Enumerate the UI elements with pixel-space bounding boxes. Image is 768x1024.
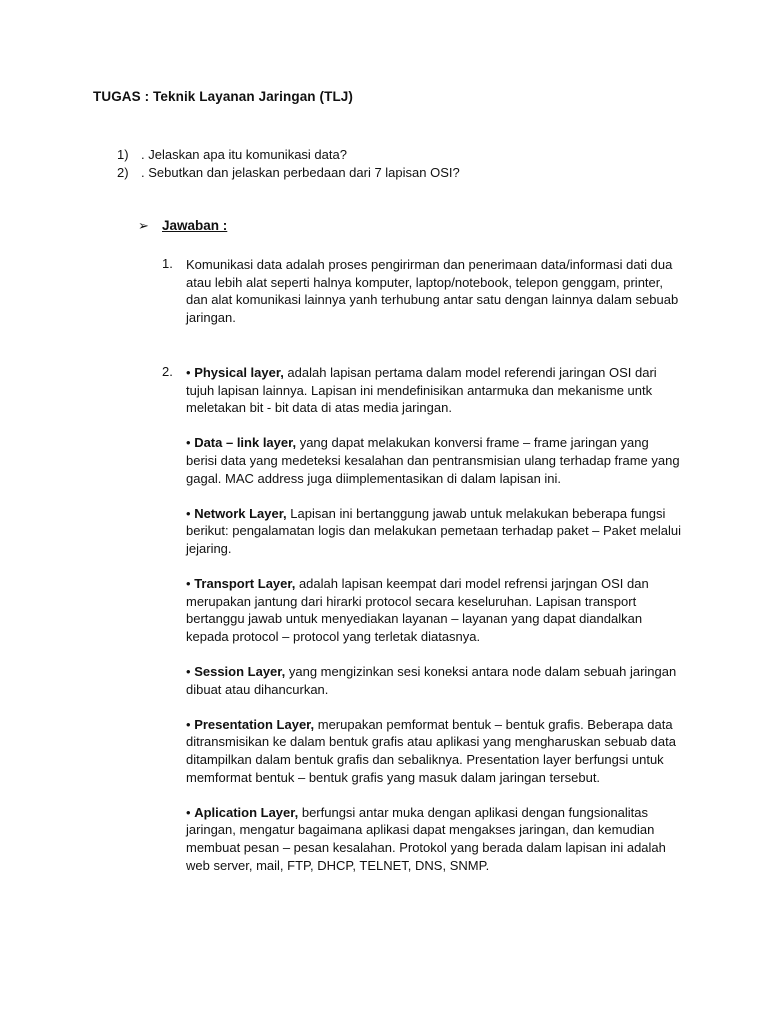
osi-layer-paragraph <box>186 575 682 645</box>
question-text: . Sebutkan dan jelaskan perbedaan dari 7 lapisan OSI? <box>141 165 460 180</box>
osi-layer-paragraph <box>186 434 682 487</box>
answer-number: 2. <box>162 364 173 379</box>
answer-heading <box>138 218 227 234</box>
layer-name: Transport Layer, <box>194 576 296 592</box>
answer-item <box>162 256 682 344</box>
layer-description: yang dapat melakukan konversi frame – frame jaringan yang berisi data yang medeteksi kesalahan dan pentransmisian ulang terhadap frame yang gagal. MAC address juga diimplementasikan di dalam lapisan ini. <box>186 435 680 486</box>
layer-name: Data – link layer, <box>194 435 297 451</box>
bullet-icon: • <box>186 804 191 820</box>
osi-layer-list <box>186 364 682 874</box>
layer-description: merupakan pemformat bentuk – bentuk grafis. Beberapa data ditransmisikan ke dalam bentuk grafis atau aplikasi yang mengharuskan sebuab data ditampilkan dalam bentuk grafis dan sebaliknya. Presentation layer berfungsi untuk memformat bentuk – bentuk grafis yang masuk dalam jaringan tersebut. <box>186 716 676 785</box>
layer-name: Presentation Layer, <box>194 716 315 732</box>
bullet-icon: • <box>186 435 191 451</box>
question-text: . Jelaskan apa itu komunikasi data? <box>141 147 347 162</box>
answer-item <box>162 364 682 892</box>
layer-name: Physical layer, <box>194 365 284 380</box>
bullet-icon: • <box>186 716 191 732</box>
osi-layer-paragraph <box>186 505 682 558</box>
osi-layer-paragraph <box>186 663 682 698</box>
question-item <box>117 165 460 180</box>
layer-name: Aplication Layer, <box>194 804 299 820</box>
question-number: 2) <box>117 165 129 180</box>
answer-number: 1. <box>162 256 173 271</box>
osi-layer-paragraph <box>186 716 682 786</box>
question-item <box>117 147 347 162</box>
question-number: 1) <box>117 147 129 162</box>
layer-description: Lapisan ini bertanggung jawab untuk melakukan beberapa fungsi berikut: pengalamatan logis dan melakukan pemetaan terhadap paket – Paket melalui jejaring. <box>186 505 682 556</box>
bullet-icon: • <box>186 505 191 521</box>
bullet-icon: • <box>186 576 191 592</box>
answer-text: Komunikasi data adalah proses pengirirman dan penerimaan data/informasi dati dua atau lebih alat seperti halnya komputer, laptop/notebook, telepon genggam, printer, dan alat komunikasi lainnya yanh terhubung antar satu dengan lainnya dalam sebuab jaringan. <box>186 257 679 325</box>
layer-description: berfungsi antar muka dengan aplikasi dengan fungsionalitas jaringan, mengatur bagaimana aplikasi dapat mengakses jaringan, dan kemudian membuat pesan – pesan kesalahan. Protokol yang berada dalam lapisan ini adalah web server, mail, FTP, DHCP, TELNET, DNS, SNMP. <box>186 804 666 873</box>
layer-description: adalah lapisan pertama dalam model referendi jaringan OSI dari tujuh lapisan lainnya. Lapisan ini mendefinisikan antarmuka dan mekanisme untk meletakan bit - bit data di atas media jaringan. <box>186 365 657 416</box>
bullet-icon: • <box>186 664 191 680</box>
osi-layer-paragraph <box>186 364 682 417</box>
layer-name: Session Layer, <box>194 664 286 680</box>
layer-name: Network Layer, <box>194 505 287 521</box>
bullet-icon: • <box>186 365 191 380</box>
layer-description: adalah lapisan keempat dari model refrensi jarjngan OSI dan merupakan jantung dari hirarki protocol secara keseluruhan. Lapisan transport bertanggu jawab untuk menyediakan layanan – layanan yang dapat diandalkan kepada protocol – protocol yang terletak diatasnya. <box>186 576 649 644</box>
answer-heading-label: Jawaban : <box>162 218 228 233</box>
layer-description: yang mengizinkan sesi koneksi antara node dalam sebuah jaringan dibuat atau dihancurkan. <box>186 664 677 697</box>
arrow-bullet-icon: ➢ <box>138 218 149 233</box>
osi-layer-paragraph <box>186 804 682 874</box>
page-title: TUGAS : Teknik Layanan Jaringan (TLJ) <box>93 89 353 104</box>
